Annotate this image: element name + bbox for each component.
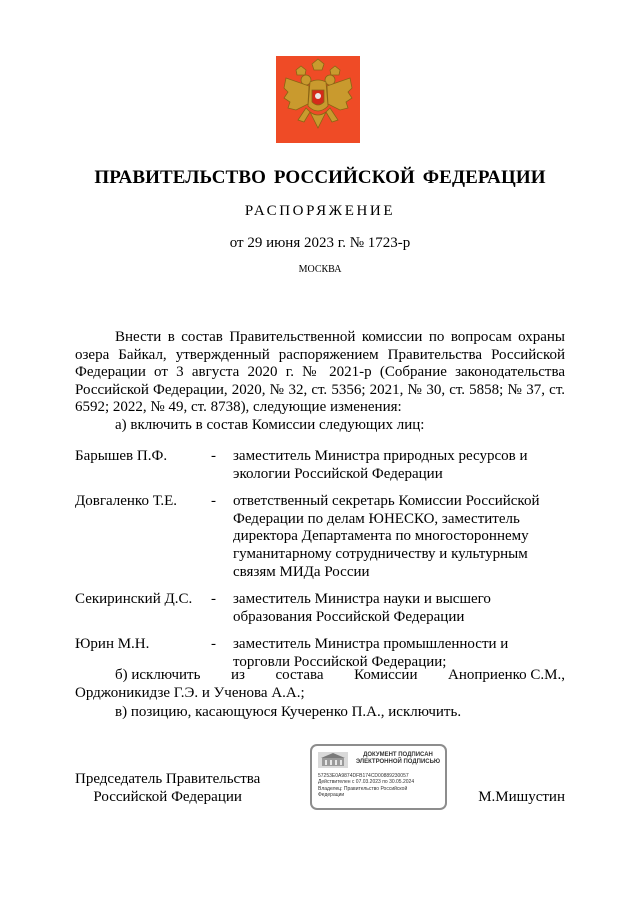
document-type: РАСПОРЯЖЕНИЕ (244, 203, 396, 219)
member-dash: - (211, 591, 216, 608)
chair-title (75, 771, 260, 806)
member-dash: - (211, 493, 216, 510)
member-row (75, 448, 565, 483)
certificate-number: 57253E0A9874DFB174CD00889230057 (318, 773, 409, 779)
member-row (75, 591, 565, 626)
member-role: заместитель Министра промышленности и торговли Российской Федерации; (233, 636, 509, 670)
item-c: в) позицию, касающуюся Кучеренко П.А., исключить. (115, 704, 462, 721)
item-b-word: б) исключить (115, 667, 201, 683)
government-title: ПРАВИТЕЛЬСТВО РОССИЙСКОЙ ФЕДЕРАЦИИ (94, 167, 546, 188)
members-list (75, 448, 565, 682)
member-role: ответственный секретарь Комиссии Российской Федерации по делам ЮНЕСКО, заместитель директора Департамента по многостороннему гуманитарному сотрудничеству и культурным связям МИДа России (233, 493, 540, 580)
stamp-title-line: ЭЛЕКТРОННОЙ ПОДПИСЬЮ (355, 759, 441, 765)
chair-line: Председатель Правительства (75, 771, 261, 787)
member-role: заместитель Министра науки и высшего образования Российской Федерации (233, 591, 491, 625)
member-name: Барышев П.Ф. (75, 448, 168, 464)
member-name: Довгаленко Т.Е. (75, 493, 178, 510)
coat-of-arms-icon (276, 56, 360, 143)
document-date-number: от 29 июня 2023 г. № 1723-р (229, 235, 411, 251)
item-b-continuation: Орджоникидзе Г.Э. и Ученова А.А.; (75, 684, 305, 701)
signer-name: М.Мишустин (478, 789, 565, 805)
member-dash: - (211, 636, 216, 653)
item-b-word: Комиссии (354, 667, 418, 683)
e-signature-stamp (310, 744, 447, 810)
owner-line: Федерации (318, 792, 345, 799)
member-name: Секиринский Д.С. (75, 591, 193, 608)
owner-line: Владелец: Правительство Российской (318, 785, 408, 792)
intro-paragraph: Внести в состав Правительственной комиссии по вопросам охраны озера Байкал, утвержденный распоряжением Правительства Российской Федерации от 3 августа 2020 г. № 2021-р (Собрание законодательства Российской Федерации, 2020, № 32, ст. 5356; 2021, № 30, ст. 5858; № 37, ст. 6592; 2022, № 49, ст. 8738), следующие изменения: (75, 329, 565, 416)
member-dash: - (211, 448, 216, 464)
chair-line: Российской Федерации (93, 788, 242, 805)
item-a: а) включить в состав Комиссии следующих лиц: (115, 416, 425, 433)
building-icon (318, 752, 348, 768)
validity-period: Действителен с 07.03.2023 по 30.05.2024 (318, 779, 415, 786)
stamp-details (318, 773, 414, 799)
document-body (75, 329, 565, 435)
document-tail (75, 667, 565, 722)
stamp-title-line: ДОКУМЕНТ ПОДПИСАН (363, 752, 433, 758)
item-b-word: из (230, 667, 245, 683)
stamp-title (352, 752, 444, 766)
item-b-word: состава (275, 667, 324, 683)
document-city: МОСКВА (298, 264, 342, 275)
member-row (75, 493, 565, 581)
item-b (75, 667, 565, 685)
member-role: заместитель Министра природных ресурсов и экологии Российской Федерации (233, 448, 528, 482)
item-b-word: Аноприенко С.М., (448, 667, 565, 683)
member-name: Юрин М.Н. (75, 636, 150, 653)
